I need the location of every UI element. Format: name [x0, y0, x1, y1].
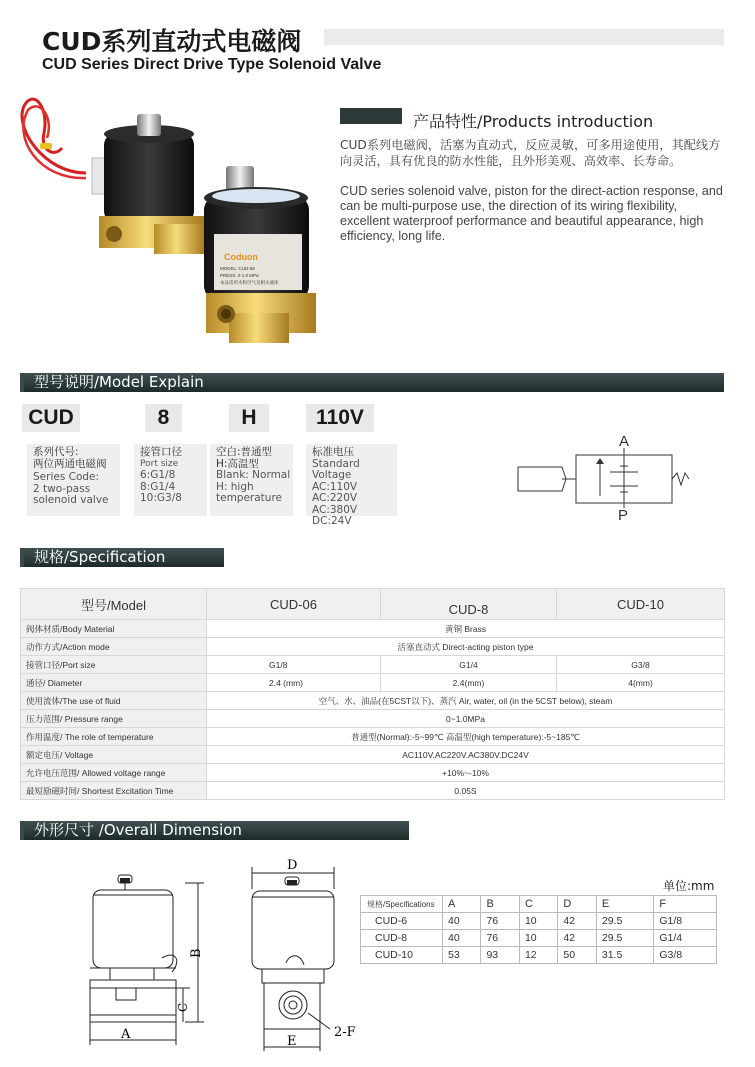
- table-row: 接管口径/Port size G1/8 G1/4 G3/8: [21, 656, 725, 674]
- dim-header-row: 规格/Specifications A B C D E F: [361, 896, 717, 913]
- dimension-drawing-front: [80, 870, 215, 1055]
- symbol-label-a: A: [619, 434, 630, 450]
- table-row: 压力范围/ Pressure range 0~1.0MPa: [21, 710, 725, 728]
- unit-label: 单位:mm: [663, 879, 715, 893]
- intro-text-cn: CUD系列电磁阀，活塞为直动式，反应灵敏，可多用途使用，其配线方向灵活，具有优良的防水性能，且外形美观、高效率、长寿命。: [340, 138, 721, 168]
- dimension-table: [360, 895, 717, 964]
- desc-voltage: 标准电压 Standard Voltage AC:110V AC:220V AC:380V DC:24V: [306, 444, 397, 516]
- table-row: 最短励磁时间/ Shortest Excitation Time 0.05S: [21, 782, 725, 800]
- section-overall-dimension: 外形尺寸 /Overall Dimension: [20, 821, 409, 840]
- svg-text:PRESS: 0-1.0 MPa: PRESS: 0-1.0 MPa: [220, 273, 259, 278]
- section-model-explain: 型号说明/Model Explain: [20, 373, 724, 392]
- intro-heading-bar: [340, 108, 402, 124]
- code-temp: H: [229, 404, 269, 432]
- code-port: 8: [145, 404, 182, 432]
- spec-header-row: 型号/Model CUD-06 CUD-8 CUD-10: [21, 589, 725, 620]
- svg-text:B: B: [189, 948, 204, 958]
- page-title-cn: CUD系列直动式电磁阀: [42, 27, 302, 56]
- symbol-label-p: P: [618, 507, 629, 522]
- intro-text-en: CUD series solenoid valve, piston for the direct-action response, and can be multi-purpose use, the direction of its wiring flexibility, excellent waterproof performance and beautiful appearance, high efficiency, long life.: [340, 184, 723, 243]
- product-photo: [14, 88, 334, 350]
- valve-symbol-diagram: [510, 434, 690, 522]
- table-row: 动作方式/Action mode 活塞直动式 Direct-acting piston type: [21, 638, 725, 656]
- dimension-drawing-side: [248, 853, 363, 1058]
- table-row: 允许电压范围/ Allowed voltage range +10%~-10%: [21, 764, 725, 782]
- table-row: 使用流体/The use of fluid 空气、水、油品(在5CST以下)、蒸汽 Air, water, oil (in the 5CST below), steam: [21, 692, 725, 710]
- table-row: 作用温度/ The role of temperature 普通型(Normal):-5~99℃ 高温型(high temperature):-5~185℃: [21, 728, 725, 746]
- brand-logo: Coduon: [224, 252, 258, 262]
- intro-heading: 产品特性/Products introduction: [413, 112, 654, 131]
- table-row: 通径/ Diameter 2.4 (mm) 2.4(mm) 4(mm): [21, 674, 725, 692]
- page-title-en: CUD Series Direct Drive Type Solenoid Valve: [42, 56, 382, 73]
- specification-table: [20, 588, 725, 800]
- svg-text:2-F: 2-F: [334, 1025, 356, 1040]
- section-specification: 规格/Specification: [20, 548, 224, 567]
- desc-temp: 空白:普通型 H:高温型 Blank: Normal H: high temperature: [210, 444, 293, 516]
- svg-text:C: C: [176, 1002, 190, 1012]
- svg-text:E: E: [287, 1034, 297, 1049]
- table-row: 额定电压/ Voltage AC110V.AC220V.AC380V.DC24V: [21, 746, 725, 764]
- desc-port: 接管口径 Port size 6:G1/8 8:G1/4 10:G3/8: [134, 444, 207, 516]
- code-series: CUD: [22, 404, 80, 432]
- svg-text:D: D: [287, 858, 298, 873]
- svg-text:MODEL: CUD-08: MODEL: CUD-08: [220, 266, 255, 271]
- table-row: CUD-10 53 93 12 50 31.5 G3/8: [361, 947, 717, 964]
- desc-series: 系列代号: 两位两通电磁阀 Series Code: 2 two-pass solenoid valve: [27, 444, 120, 516]
- svg-text:A: A: [121, 1027, 131, 1042]
- table-row: CUD-8 40 76 10 42 29.5 G1/4: [361, 930, 717, 947]
- title-decor-bar: [324, 29, 724, 45]
- table-row: CUD-6 40 76 10 42 29.5 G1/8: [361, 913, 717, 930]
- table-row: 阀体材质/Body Material 黄铜 Brass: [21, 620, 725, 638]
- code-voltage: 110V: [306, 404, 374, 432]
- svg-text:本品适用水和空气及相关液体: 本品适用水和空气及相关液体: [220, 281, 279, 286]
